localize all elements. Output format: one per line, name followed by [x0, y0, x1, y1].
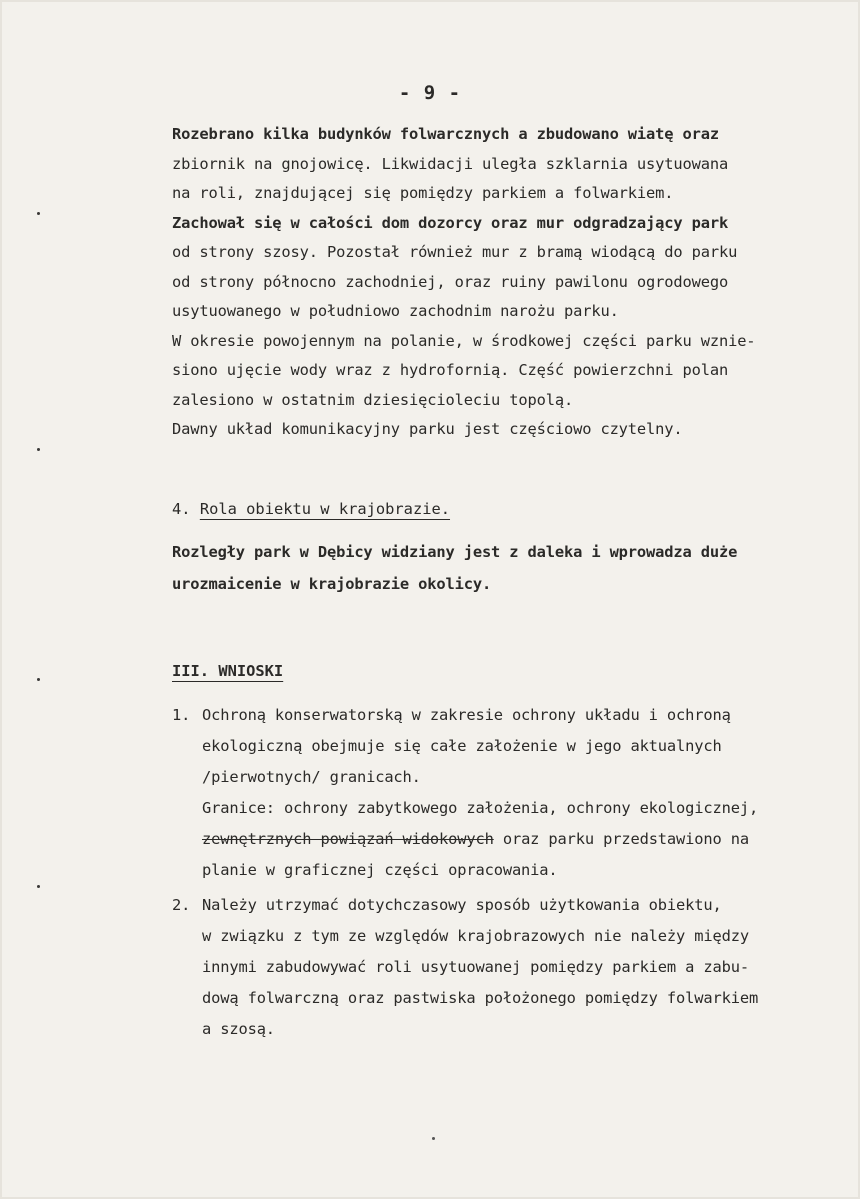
list-item-number: 1. [172, 706, 191, 724]
section-iii-heading: III. WNIOSKI [172, 662, 284, 680]
paper-speck [432, 1137, 435, 1140]
text-line: od strony północno zachodniej, oraz ruiny pawilonu ogrodowego [172, 272, 729, 291]
text-line: Granice: ochrony zabytkowego założenia, ochrony ekologicznej, [202, 799, 759, 817]
text-line: w związku z tym ze względów krajobrazowych nie należy między [202, 927, 749, 945]
list-item [172, 890, 852, 1045]
page-number: - 9 - [398, 82, 462, 104]
section-number: 4. [172, 500, 191, 518]
margin-punch-mark [37, 678, 40, 681]
text-line: Zachował się w całości dom dozorcy oraz mur odgradzający park [172, 213, 729, 232]
struck-text: zewnętrznych powiązań widokowych [202, 830, 494, 848]
margin-punch-mark [37, 212, 40, 215]
text-line: Ochroną konserwatorską w zakresie ochrony układu i ochroną [202, 706, 731, 724]
text-line: Należy utrzymać dotychczasowy sposób użytkowania obiektu, [202, 896, 722, 914]
text-line: innymi zabudowywać roli usytuowanej pomiędzy parkiem a zabu- [202, 958, 749, 976]
margin-punch-mark [37, 448, 40, 451]
text-line: na roli, znajdującej się pomiędzy parkiem a folwarkiem. [172, 184, 674, 202]
text-line: Rozebrano kilka budynków folwarcznych a zbudowano wiatę oraz [172, 125, 719, 143]
text-line: usytuowanego w południowo zachodnim narożu parku. [172, 302, 619, 320]
text-line: urozmaicenie w krajobrazie okolicy. [172, 575, 492, 593]
text-line: Rozległy park w Dębicy widziany jest z daleka i wprowadza duże [172, 543, 738, 561]
text-line: siono ujęcie wody wraz z hydrofornią. Część powierzchni polan [172, 361, 729, 379]
list-item [172, 700, 852, 886]
text-line: zbiornik na gnojowicę. Likwidacji uległa szklarnia usytuowana [172, 154, 729, 173]
margin-punch-mark [37, 885, 40, 888]
text-line: a szosą. [202, 1020, 275, 1038]
intro-paragraph [172, 120, 852, 445]
text-line: oraz parku przedstawiono na [493, 830, 749, 848]
section-4-paragraph [172, 536, 852, 600]
text-line: zalesiono w ostatnim dziesięcioleciu topolą. [172, 390, 574, 409]
text-line: W okresie powojennym na polanie, w środkowej części parku wznie- [172, 331, 756, 350]
section-4-heading [172, 500, 450, 518]
text-line: Dawny układ komunikacyjny parku jest częściowo czytelny. [172, 420, 683, 438]
text-line: planie w graficznej części opracowania. [202, 861, 558, 879]
list-item-number: 2. [172, 896, 191, 914]
section-title: Rola obiektu w krajobrazie. [199, 500, 451, 518]
text-line: ekologiczną obejmuje się całe założenie w jego aktualnych [202, 737, 722, 755]
text-line: dową folwarczną oraz pastwiska położonego pomiędzy folwarkiem [202, 989, 759, 1007]
text-line: /pierwotnych/ granicach. [202, 768, 421, 786]
text-line: od strony szosy. Pozostał również mur z bramą wiodącą do parku [172, 243, 738, 261]
